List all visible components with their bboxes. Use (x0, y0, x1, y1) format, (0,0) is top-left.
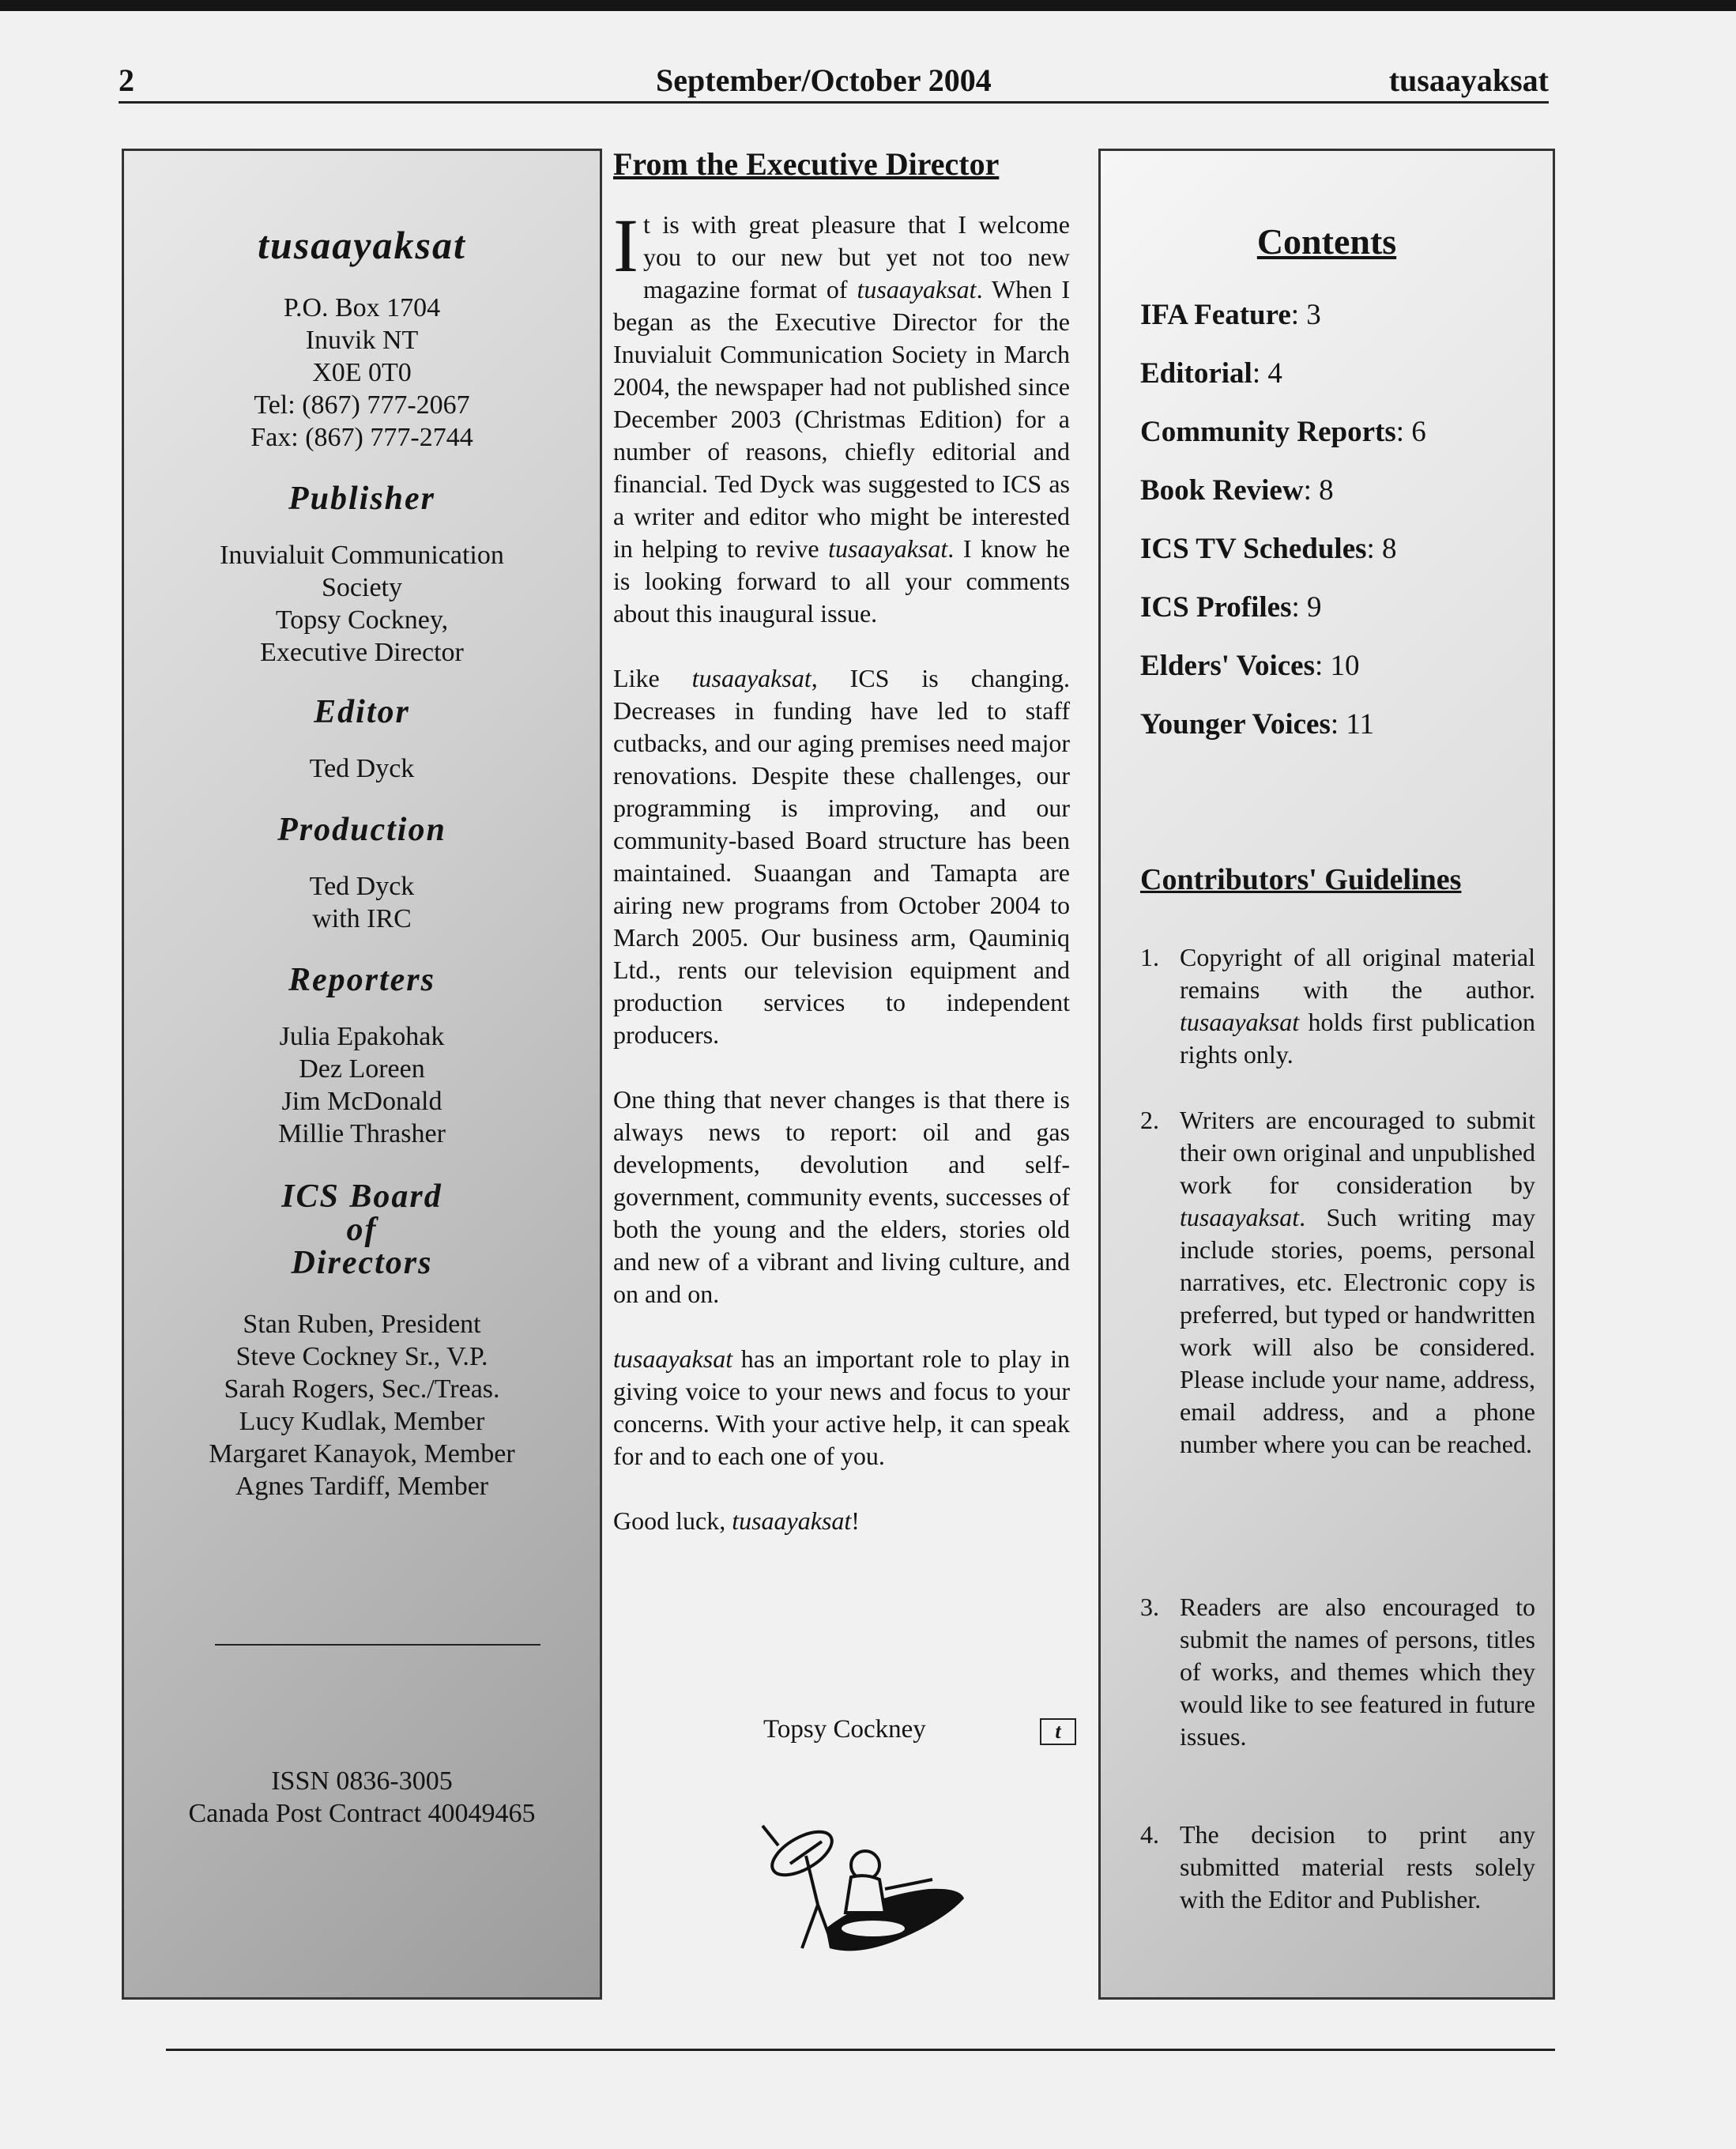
page-number: 2 (119, 62, 134, 98)
contents-item[interactable]: IFA Feature: 3 (1140, 299, 1321, 331)
masthead-title: tusaayaksat (258, 223, 466, 267)
issn-block (124, 1765, 600, 1830)
editor-line: Ted Dyck (309, 754, 415, 783)
publisher-block (124, 539, 600, 669)
reporter-line: Julia Epakohak (279, 1022, 445, 1051)
board-heading (124, 1180, 600, 1280)
page-header (119, 62, 1549, 104)
article-paragraph-1: It is with great pleasure that I welcome you to our new but yet not too new magazine format of tusaayaksat. When I began as the Executive Director for the Inuvialuit Communication Society in March 2004, the newspaper had not published since December 2003 (Christmas Edition) for a number of reasons, chiefly editorial and financial. Ted Dyck was suggested to ICS as a writer and editor who might be interested in helping to revive tusaayaksat. I know he is looking forward to all your comments about this inaugural issue. (613, 203, 1071, 628)
reporters-heading: Reporters (288, 962, 435, 998)
contents-box: Contents IFA Feature: 3 Editorial: 4 Community Reports: 6 Book Review: 8 ICS TV Schedules: 8 ICS Profiles: 9 Elders' Voices: 10 Younger Voices: 11 Contributors' Guidelines 1. Copyright of all original material remains with the author. tusaayaksat holds first publication rights only. 2. Writers are encouraged to submit their own original and unpublished work for consideration by tusaayaksat. Such writing may include stories, poems, personal narratives, etc. Electronic copy is preferred, but typed or handwritten work will also be considered. Please include your name, address, email address, and a phone number where you can be reached. 3. Readers are also encouraged to submit the names of persons, titles of works, and themes which they would like to see featured in future issues. 4. The decision to print any submitted material rests solely with the Editor and Publisher. (1098, 149, 1555, 2000)
article-column (613, 145, 1070, 1537)
reporter-line: Dez Loreen (299, 1054, 425, 1084)
board-member: Steve Cockney Sr., V.P. (235, 1342, 488, 1371)
contents-item[interactable]: ICS Profiles: 9 (1140, 591, 1322, 624)
board-heading-line: of (346, 1212, 378, 1248)
article-closing: Good luck, tusaayaksat! (613, 1506, 860, 1535)
reporters-block (124, 1020, 600, 1150)
guideline-text: Readers are also encouraged to submit the names of persons, titles of works, and themes which they would like to see featured in future issues. (1180, 1593, 1535, 1751)
contents-item[interactable]: Younger Voices: 11 (1140, 708, 1375, 741)
top-edge (0, 0, 1736, 11)
article-title: From the Executive Director (613, 146, 1000, 182)
fax-line: Fax: (867) 777-2744 (250, 423, 473, 452)
reporter-line: Jim McDonald (281, 1087, 442, 1116)
contents-item[interactable]: ICS TV Schedules: 8 (1140, 533, 1397, 565)
production-heading: Production (277, 812, 446, 848)
editor-heading: Editor (314, 694, 410, 730)
publisher-line: Society (322, 573, 402, 602)
production-line: with IRC (312, 904, 412, 933)
board-block (124, 1308, 600, 1502)
publication-name: tusaayaksat (1388, 62, 1549, 98)
phone-line: Tel: (867) 777-2067 (254, 390, 470, 420)
address-block (124, 292, 600, 454)
drop-cap: I (613, 203, 638, 288)
guideline-text: Copyright of all original material remains with the author. tusaayaksat holds first publication rights only. (1180, 943, 1535, 1069)
board-member: Sarah Rogers, Sec./Treas. (224, 1374, 500, 1404)
masthead-divider (215, 1644, 540, 1646)
board-member: Stan Ruben, President (243, 1310, 481, 1339)
address-line: P.O. Box 1704 (283, 293, 441, 322)
publisher-line: Executive Director (260, 638, 464, 667)
issue-date: September/October 2004 (656, 62, 992, 98)
reporter-line: Millie Thrasher (278, 1119, 446, 1148)
board-member: Margaret Kanayok, Member (209, 1439, 515, 1468)
board-heading-line: ICS Board (281, 1178, 442, 1215)
signature: Topsy Cockney (763, 1715, 926, 1744)
production-block (124, 870, 600, 935)
address-line: X0E 0T0 (312, 358, 412, 387)
contents-item[interactable]: Elders' Voices: 10 (1140, 650, 1360, 682)
satellite-snowmobile-illustration (747, 1810, 972, 1968)
editor-block (124, 752, 600, 785)
address-line: Inuvik NT (305, 326, 419, 355)
guideline-text: Writers are encouraged to submit their own original and unpublished work for consideration by tusaayaksat. Such writing may include stories, poems, personal narratives, etc. Electronic copy is preferred, but typed or handwritten work will also be considered. Please include your name, address, email address, and a phone number where you can be reached. (1180, 1106, 1535, 1458)
publisher-heading: Publisher (288, 481, 436, 517)
board-member: Agnes Tardiff, Member (235, 1472, 489, 1501)
masthead-box (122, 149, 602, 2000)
guideline-text: The decision to print any submitted material rests solely with the Editor and Publisher. (1180, 1820, 1535, 1913)
article-paragraph-3: One thing that never changes is that there is always news to report: oil and gas developments, devolution and self-government, community events, successes of both the young and the elders, stories old and new of a vibrant and living culture, and on and on. (613, 1085, 1070, 1308)
end-mark: t (1040, 1718, 1076, 1745)
article-paragraph-2: Like tusaayaksat, ICS is changing. Decreases in funding have led to staff cutbacks, and our aging premises need major renovations. Despite these challenges, our programming is improving, and our community-based Board structure has been maintained. Suaangan and Tamapta are airing new programs from October 2004 to March 2005. Our business arm, Qauminiq Ltd., rents our television equipment and production services to independent producers. (613, 664, 1071, 1049)
issn: ISSN 0836-3005 (271, 1766, 453, 1796)
publisher-line: Topsy Cockney, (275, 605, 449, 635)
contents-item[interactable]: Editorial: 4 (1140, 357, 1282, 390)
board-member: Lucy Kudlak, Member (239, 1407, 485, 1436)
production-line: Ted Dyck (309, 872, 415, 901)
footer-rule (166, 2049, 1555, 2051)
contents-item[interactable]: Book Review: 8 (1140, 474, 1334, 507)
post-contract: Canada Post Contract 40049465 (188, 1799, 536, 1828)
contents-title: Contents (1256, 221, 1397, 262)
contents-item[interactable]: Community Reports: 6 (1140, 416, 1426, 448)
article-paragraph-4: tusaayaksat has an important role to play in giving voice to your news and focus to your concerns. With your active help, it can speak for and to each one of you. (613, 1344, 1070, 1470)
publisher-line: Inuvialuit Communication (220, 541, 504, 570)
board-heading-line: Directors (291, 1245, 433, 1281)
guidelines-title: Contributors' Guidelines (1140, 863, 1462, 896)
